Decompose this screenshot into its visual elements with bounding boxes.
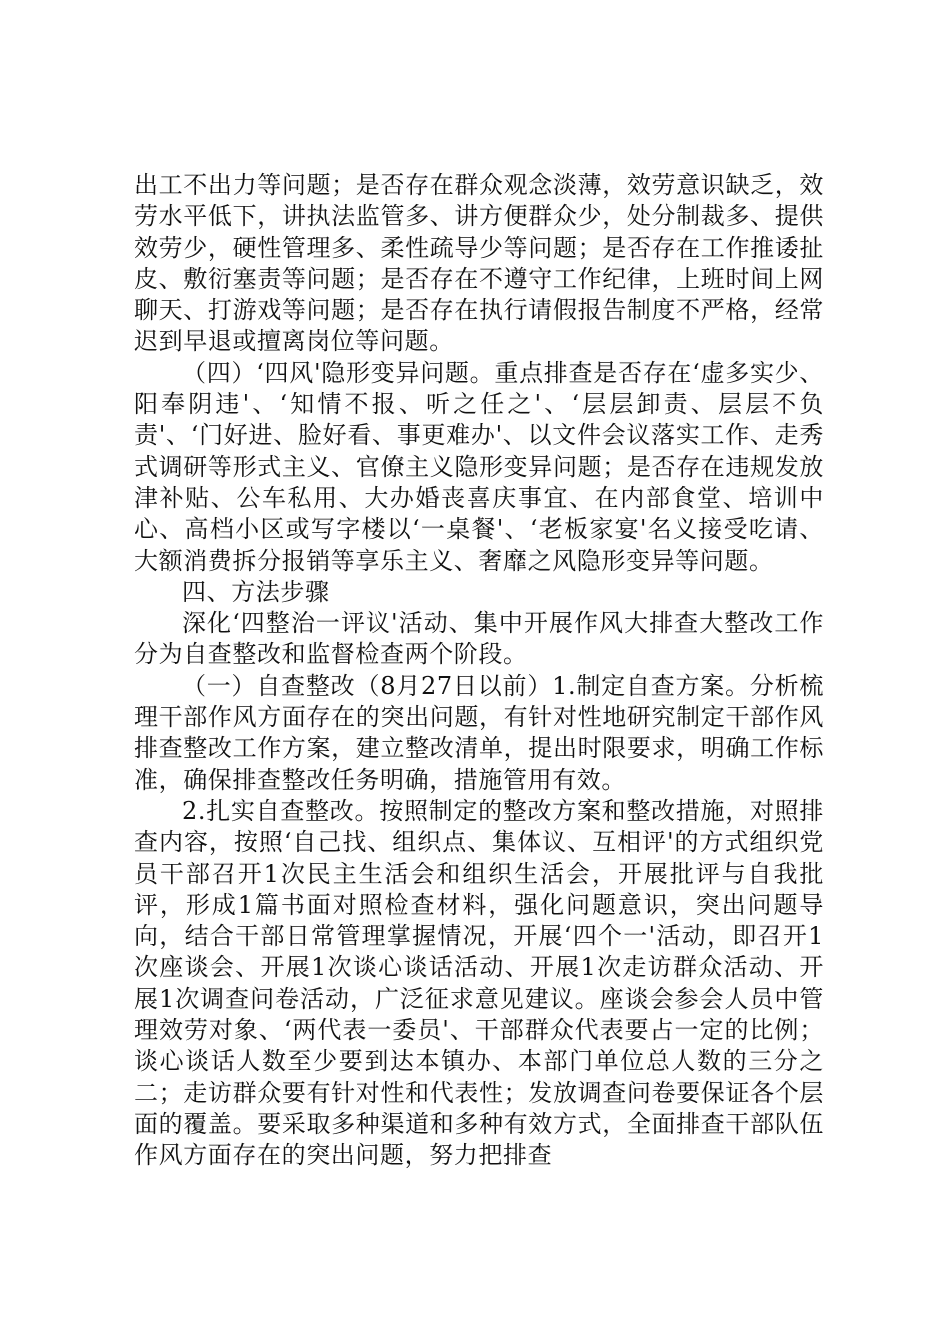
document-page: [134, 170, 824, 1172]
paragraph-two-phases: 深化‘四整治一评议'活动、集中开展作风大排查大整改工作分为自查整改和监督检查两个阶段。: [134, 609, 824, 669]
section-heading-method-steps: 四、方法步骤: [182, 577, 330, 606]
paragraph-continuation: 出工不出力等问题；是否存在群众观念淡薄，效劳意识缺乏，效劳水平低下，讲执法监管多、讲方便群众少，处分制裁多、提供效劳少，硬性管理多、柔性疏导少等问题；是否存在工作推诿扯皮、敷衍塞责等问题；是否存在不遵守工作纪律，上班时间上网聊天、打游戏等问题；是否存在执行请假报告制度不严格，经常迟到早退或擅离岗位等问题。: [134, 171, 824, 356]
paragraph-self-inspection: （一）自查整改（8月27日以前）1.制定自查方案。分析梳理干部作风方面存在的突出问题，有针对性地研究制定干部作风排查整改工作方案，建立整改清单，提出时限要求，明确工作标准，确保排查整改任务明确，措施管用有效。: [134, 671, 824, 794]
paragraph-section-four-winds: （四）‘四风'隐形变异问题。重点排查是否存在‘虚多实少、阳奉阴违'、‘知情不报、听之任之'、‘层层卸责、层层不负责'、‘门好进、脸好看、事更难办'、以文件会议落实工作、走秀式调研等形式主义、官僚主义隐形变异问题；是否存在违规发放津补贴、公车私用、大办婚丧喜庆事宜、在内部食堂、培训中心、高档小区或写字楼以‘一桌餐'、‘老板家宴'名义接受吃请、大额消费拆分报销等享乐主义、奢靡之风隐形变异等问题。: [134, 358, 824, 575]
paragraph-self-correction: 2.扎实自查整改。按照制定的整改方案和整改措施，对照排查内容，按照‘自己找、组织点、集体议、互相评'的方式组织党员干部召开1次民主生活会和组织生活会，开展批评与自我批评，形成1篇书面对照检查材料，强化问题意识，突出问题导向，结合干部日常管理掌握情况，开展‘四个一'活动，即召开1次座谈会、开展1次谈心谈话活动、开展1次走访群众活动、开展1次调查问卷活动，广泛征求意见建议。座谈会参会人员中管理效劳对象、‘两代表一委员'、干部群众代表要占一定的比例；谈心谈话人数至少要到达本镇办、本部门单位总人数的三分之二；走访群众要有针对性和代表性；发放调查问卷要保证各个层面的覆盖。要采取多种渠道和多种有效方式，全面排查干部队伍作风方面存在的突出问题，努力把排查: [134, 796, 824, 1170]
